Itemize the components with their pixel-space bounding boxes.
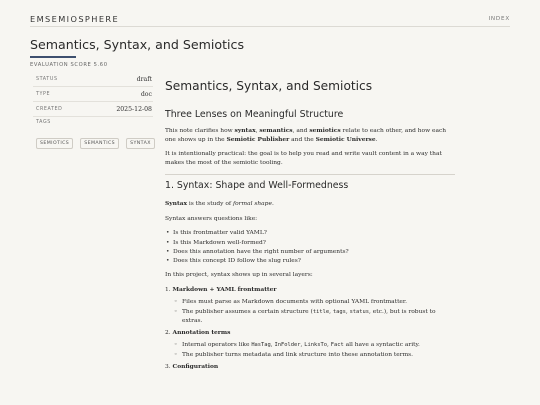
type-value: doc (140, 91, 152, 98)
article-heading: Semantics, Syntax, and Semiotics (165, 79, 373, 93)
tag-semantics[interactable]: SEMANTICS (80, 138, 119, 149)
practical-paragraph: It is intentionally practical: the goal is to help you read and write vault content in a way that makes the most of the semiotic tooling. (165, 151, 442, 166)
layer-item-configuration (165, 363, 455, 372)
section-heading-lenses: Three Lenses on Meaningful Structure (165, 108, 344, 120)
syntax-definition: Syntax is the study of formal shape. (165, 200, 274, 208)
title-underline (30, 56, 76, 58)
section-heading-syntax: 1. Syntax: Shape and Well-Formedness (165, 179, 349, 191)
syntax-layers-list (165, 286, 455, 372)
layer-heading: 1. Markdown + YAML frontmatter (165, 285, 277, 293)
layer-item-annotation (165, 329, 455, 360)
meta-row-type (33, 87, 153, 102)
intro-paragraph: This note clarifies how syntax, semantics, and semiotics relate to each other, and how each one shows up in the Semiotic Publisher and the Semiotic Universe. (165, 127, 447, 143)
list-item: ◦ The publisher turns metadata and link structure into these annotation terms. (174, 351, 455, 360)
layer-item-markdown (165, 286, 455, 326)
page-title: Semantics, Syntax, and Semiotics (30, 37, 245, 52)
site-title[interactable]: EMSEMIOSPHERE (30, 14, 120, 24)
layer-sublist (165, 341, 455, 360)
list-item: • Does this concept ID follow the slug rules? (165, 257, 455, 266)
tag-semiotics[interactable]: SEMIOTICS (36, 138, 73, 149)
layers-intro: In this project, syntax shows up in several layers: (165, 271, 313, 278)
list-item: • Is this frontmatter valid YAML? (165, 229, 455, 238)
metadata-panel (33, 72, 153, 146)
syntax-questions-list (165, 229, 455, 266)
layer-heading: 2. Annotation terms (165, 328, 231, 336)
section-divider (165, 174, 455, 175)
list-item: • Does this annotation have the right number of arguments? (165, 248, 455, 257)
list-item: ◦ Internal operators like HasTag, InFolder, LinksTo, Fact all have a syntactic arity. (174, 341, 455, 350)
tag-syntax[interactable]: SYNTAX (126, 138, 155, 149)
created-key: CREATED (36, 107, 63, 112)
list-item: ◦ Files must parse as Markdown documents with optional YAML frontmatter. (174, 298, 455, 307)
status-key: STATUS (36, 77, 58, 82)
list-item: • Is this Markdown well-formed? (165, 239, 455, 248)
evaluation-score: EVALUATION SCORE 5.60 (30, 62, 108, 68)
tags-label: TAGS (36, 120, 51, 125)
meta-row-created (33, 102, 153, 117)
index-link[interactable]: INDEX (488, 16, 510, 22)
tag-list (36, 129, 157, 149)
type-key: TYPE (36, 92, 51, 97)
status-value: draft (136, 76, 152, 83)
layer-heading: 3. Configuration (165, 362, 219, 370)
layer-sublist (165, 298, 455, 325)
created-value: 2025-12-08 (116, 106, 152, 113)
list-item: ◦ The publisher assumes a certain structure (title, tags, status, etc.), but is robust to extras. (174, 308, 455, 325)
article-content (165, 78, 455, 376)
meta-row-status (33, 72, 153, 87)
top-bar (30, 0, 510, 27)
syntax-questions-intro: Syntax answers questions like: (165, 215, 258, 222)
